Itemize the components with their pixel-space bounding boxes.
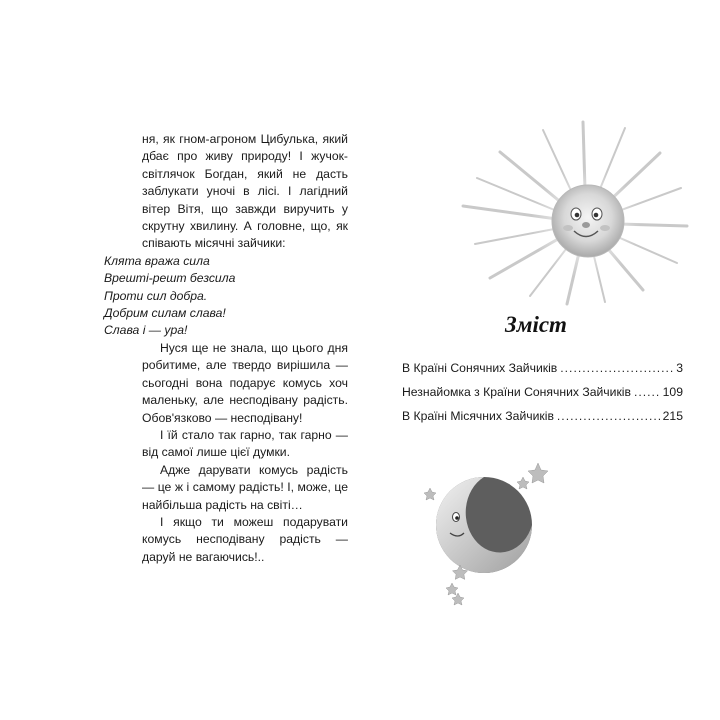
toc-entry[interactable] [402,409,683,433]
toc-leader-dots [560,361,673,375]
toc-page-number: 215 [662,409,683,423]
toc-leader-dots [557,409,660,423]
poem [104,253,348,340]
toc-title: Зміст [505,312,567,337]
sun-illustration [455,118,690,308]
paragraph: Нуся ще не знала, що цього дня робитиме, але твердо вирішила — сьогодні вона подарує комусь хоч маленьку, але несподівану радість. Обов'язково — несподівану! [142,340,348,425]
paragraph: Адже дарувати комусь радість — це ж і самому радість! І, може, це найбільша радість на світі… [142,462,348,512]
paragraph: І якщо ти можеш подарувати комусь несподівану радість — даруй не вагаючись!.. [142,514,348,564]
poem-line: Клята вража сила [104,253,210,268]
paragraph: І їй стало так гарно, так гарно — від самої лише цієї думки. [142,427,348,460]
toc-page-number: 3 [676,361,683,375]
toc-entry-title: Незнайомка з Країни Сонячних Зайчиків [402,385,631,399]
toc-entry[interactable] [402,385,683,409]
table-of-contents [402,361,683,433]
poem-line: Врешті-решт безсила [104,271,236,286]
toc-page-number: 109 [662,385,683,399]
toc-entry[interactable] [402,361,683,385]
toc-entry-title: В Країні Місячних Зайчиків [402,409,554,423]
poem-line: Проти сил добра. [104,288,208,303]
toc-leader-dots [634,385,660,399]
paragraph: ня, як гном-агроном Цибулька, який дбає про живу природу! І жучок-світлячок Богдан, який не дасть заблукати уночі в лісі. І лагідний вітер Вітя, що завжди виручить у скрутну хвилину. А головне, що, як співають місячні зайчики: [142,132,348,251]
poem-line: Слава і — ура! [104,323,188,338]
left-page-text [104,131,348,566]
moon-illustration [420,455,570,610]
toc-entry-title: В Країні Сонячних Зайчиків [402,361,558,375]
poem-line: Добрим силам слава! [104,306,226,321]
